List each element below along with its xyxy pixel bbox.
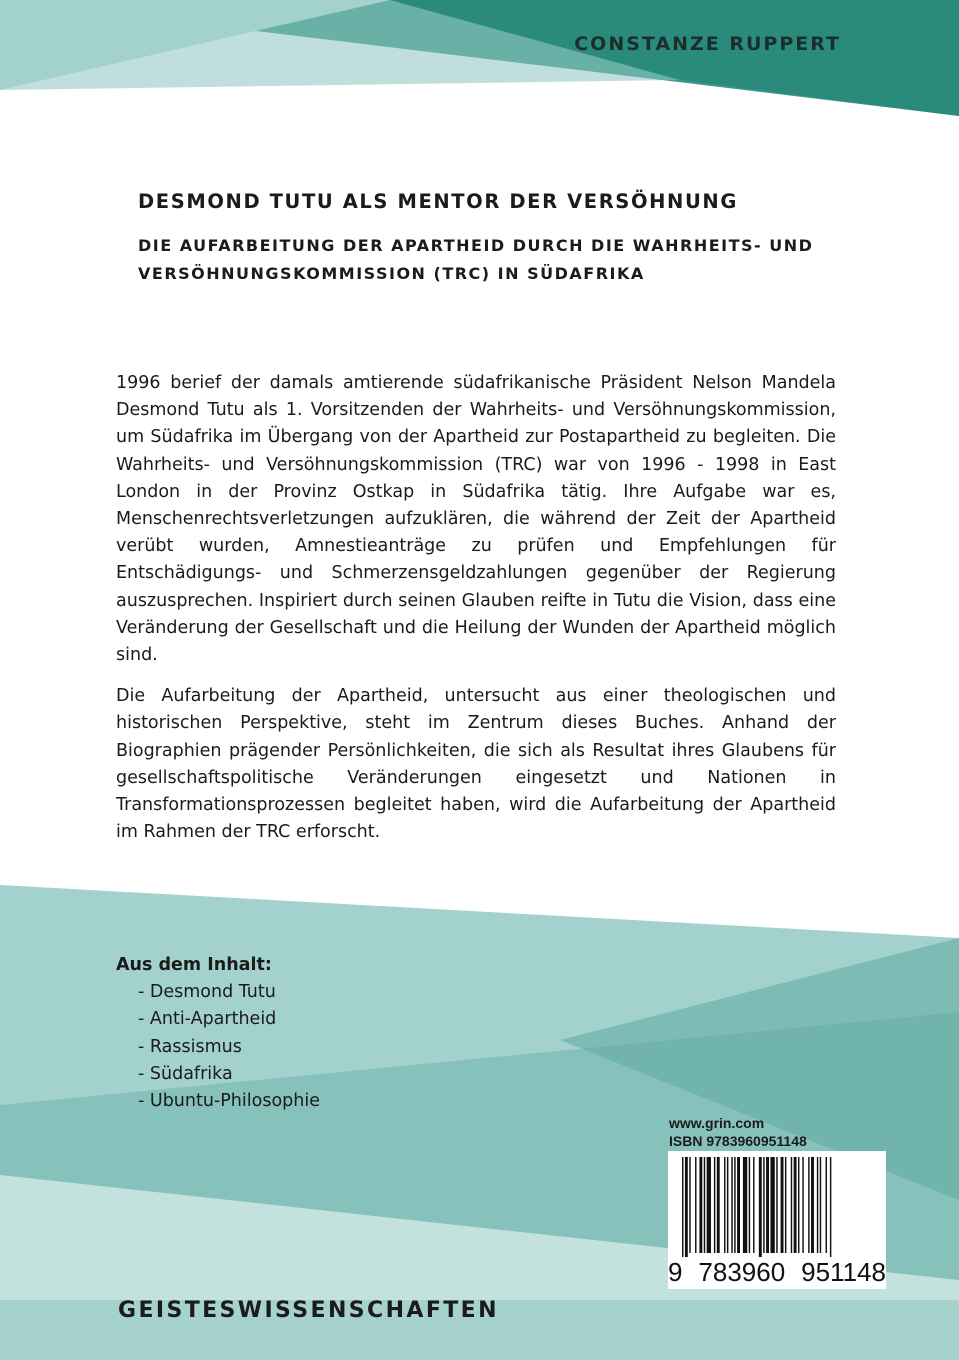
category-label: GEISTESWISSENSCHAFTEN (118, 1298, 499, 1323)
barcode-bar (704, 1157, 705, 1253)
contents-item: - Rassismus (138, 1034, 320, 1061)
isbn-label: ISBN 9783960951148 (669, 1133, 807, 1149)
barcode-bar (794, 1157, 797, 1253)
contents-heading: Aus dem Inhalt: (116, 955, 272, 975)
barcode-bar (695, 1157, 696, 1253)
author-name: CONSTANZE RUPPERT (574, 33, 841, 55)
contents-item: - Anti-Apartheid (138, 1006, 320, 1033)
barcode-bar (817, 1157, 818, 1253)
barcode-bar (699, 1157, 702, 1253)
barcode-digit-group: 951148 (801, 1257, 886, 1287)
contents-list (116, 952, 320, 1115)
barcode-bar (714, 1157, 715, 1253)
barcode-bar (798, 1157, 799, 1253)
barcode-bar (830, 1157, 831, 1257)
contents-item: - Desmond Tutu (138, 979, 320, 1006)
barcode-bar (785, 1157, 786, 1253)
barcode-bar (717, 1157, 720, 1253)
barcode-digit-group: 9 (668, 1257, 683, 1287)
barcode-bar (781, 1157, 784, 1253)
book-title: DESMOND TUTU ALS MENTOR DER VERSÖHNUNG (138, 190, 738, 213)
barcode-bar (776, 1157, 777, 1253)
barcode-bar (811, 1157, 814, 1253)
barcode-digit-group: 783960 (698, 1257, 786, 1287)
barcode-bar (685, 1157, 688, 1257)
barcode-bar (682, 1157, 683, 1257)
barcode (668, 1151, 886, 1289)
barcode-bar (731, 1157, 732, 1253)
barcode-bar (826, 1157, 827, 1253)
barcode-bar (734, 1157, 735, 1253)
barcode-bar (766, 1157, 769, 1253)
barcode-bar (791, 1157, 792, 1253)
barcode-bar (749, 1157, 750, 1253)
barcode-bar (759, 1157, 762, 1257)
contents-item: - Südafrika (138, 1061, 320, 1088)
barcode-bar (802, 1157, 803, 1253)
barcode-bar (737, 1157, 740, 1253)
barcode-bar (820, 1157, 821, 1253)
barcode-bars (668, 1151, 886, 1257)
barcode-bar (753, 1157, 754, 1253)
barcode-bar (763, 1157, 764, 1253)
publisher-website: www.grin.com (669, 1115, 765, 1131)
blurb-paragraph-2: Die Aufarbeitung der Apartheid, untersucht aus einer theologischen und historischen Perspektive, steht im Zentrum dieses Buches. Anhand der Biographien prägender Persönlichkeiten, die sich als Resultat ihres Glaubens für gesellschaftspolitische Veränderungen eingesetzt und Nationen in Transformationsprozessen begleitet haben, wird die Aufarbeitung der Apartheid im Rahmen der TRC erforscht. (116, 686, 836, 843)
contents-item: - Ubuntu-Philosophie (138, 1088, 320, 1115)
barcode-bar (770, 1157, 774, 1253)
book-subtitle: DIE AUFARBEITUNG DER APARTHEID DURCH DIE WAHRHEITS- UND VERSÖHNUNGSKOMMISSION (TRC) IN SÜDAFRIKA (138, 236, 814, 283)
barcode-bar (724, 1157, 725, 1253)
barcode-number (668, 1257, 886, 1288)
barcode-bar (727, 1157, 728, 1253)
barcode-bar (743, 1157, 747, 1253)
blurb-paragraph-1: 1996 berief der damals amtierende südafrikanische Präsident Nelson Mandela Desmond Tutu als 1. Vorsitzenden der Wahrheits- und Versöhnungskommission, um Südafrika im Übergang von der Apartheid zur Postapartheid zu begleiten. Die Wahrheits- und Versöhnungskommission (TRC) war von 1996 - 1998 in East London in der Provinz Ostkap in Südafrika tätig. Ihre Aufgabe war es, Menschenrechtsverletzungen aufzuklären, die während der Zeit der Apartheid verübt wurden, Amnestieanträge zu prüfen und Empfehlungen für Entschädigungs- und Schmerzensgeldzahlungen gegenüber der Regierung auszusprechen. Inspiriert durch seinen Glauben reifte in Tutu die Vision, dass eine Veränderung der Gesellschaft und die Heilung der Wunden der Apartheid möglich sind. (116, 373, 836, 666)
barcode-bar (707, 1157, 711, 1253)
barcode-bar (808, 1157, 809, 1253)
barcode-bar (689, 1157, 690, 1253)
blurb (116, 370, 836, 860)
